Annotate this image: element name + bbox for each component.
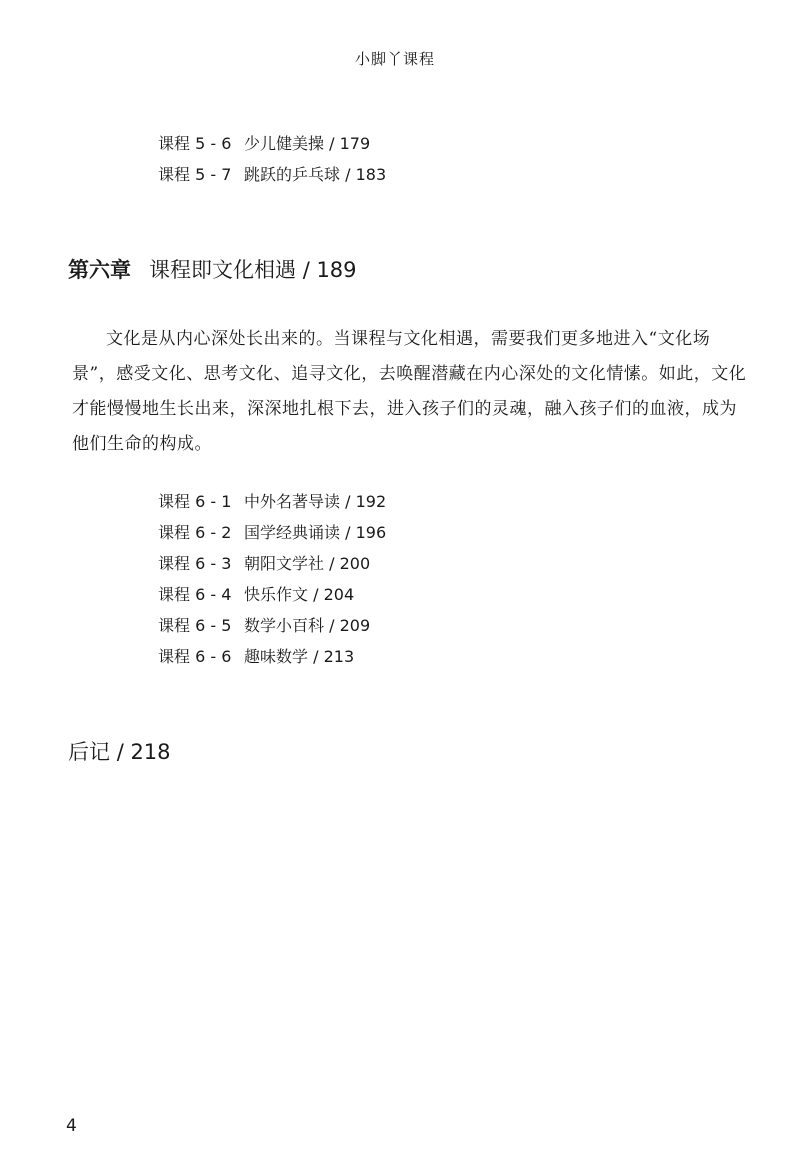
toc-entry-code: 课程 6 - 6 xyxy=(158,647,232,666)
toc-entry-code: 课程 6 - 1 xyxy=(158,492,232,511)
toc-entry[interactable] xyxy=(158,159,386,190)
toc-list-chapter6 xyxy=(158,486,386,672)
toc-entry-title: 朝阳文学社 xyxy=(244,554,325,573)
toc-entry-title: 快乐作文 xyxy=(244,585,309,604)
toc-entry-code: 课程 6 - 4 xyxy=(158,585,232,604)
toc-entry-page: / 213 xyxy=(313,647,355,666)
toc-entry[interactable] xyxy=(158,579,386,610)
toc-entry-page: / 204 xyxy=(313,585,355,604)
toc-entry-page: / 196 xyxy=(345,523,387,542)
page-number: 4 xyxy=(66,1116,77,1136)
chapter-heading[interactable] xyxy=(68,254,357,284)
toc-entry-page: / 200 xyxy=(329,554,371,573)
chapter-label: 第六章 xyxy=(68,258,131,282)
toc-entry-title: 中外名著导读 xyxy=(244,492,341,511)
toc-entry-page: / 183 xyxy=(345,165,387,184)
toc-entry-code: 课程 5 - 6 xyxy=(158,134,232,153)
toc-entry-title: 数学小百科 xyxy=(244,616,325,635)
chapter-title: 课程即文化相遇 xyxy=(149,258,296,282)
toc-entry-page: / 179 xyxy=(329,134,371,153)
toc-entry-code: 课程 5 - 7 xyxy=(158,165,232,184)
toc-entry-code: 课程 6 - 2 xyxy=(158,523,232,542)
running-header: 小脚丫课程 xyxy=(354,50,435,68)
toc-entry-title: 少儿健美操 xyxy=(244,134,325,153)
toc-entry-page: / 209 xyxy=(329,616,371,635)
afterword-page: / 218 xyxy=(116,740,171,764)
toc-entry-code: 课程 6 - 5 xyxy=(158,616,232,635)
afterword-heading[interactable] xyxy=(68,736,171,766)
toc-entry-code: 课程 6 - 3 xyxy=(158,554,232,573)
toc-entry[interactable] xyxy=(158,641,386,672)
toc-entry-title: 跳跃的乒乓球 xyxy=(244,165,341,184)
toc-entry[interactable] xyxy=(158,517,386,548)
toc-entry[interactable] xyxy=(158,610,386,641)
toc-entry[interactable] xyxy=(158,128,386,159)
toc-entry-page: / 192 xyxy=(345,492,387,511)
chapter-intro: 文化是从内心深处长出来的。当课程与文化相遇，需要我们更多地进入“文化场景”，感受文化、思考文化、追寻文化，去唤醒潜藏在内心深处的文化情愫。如此，文化才能慢慢地生长出来，深深地扎根下去，进入孩子们的灵魂，融入孩子们的血液，成为他们生命的构成。 xyxy=(72,329,747,454)
toc-entry[interactable] xyxy=(158,486,386,517)
toc-entry-title: 国学经典诵读 xyxy=(244,523,341,542)
toc-entry[interactable] xyxy=(158,548,386,579)
toc-list-chapter5-tail xyxy=(158,128,386,190)
chapter-page: / 189 xyxy=(302,258,357,282)
afterword-title: 后记 xyxy=(68,740,110,764)
toc-entry-title: 趣味数学 xyxy=(244,647,309,666)
